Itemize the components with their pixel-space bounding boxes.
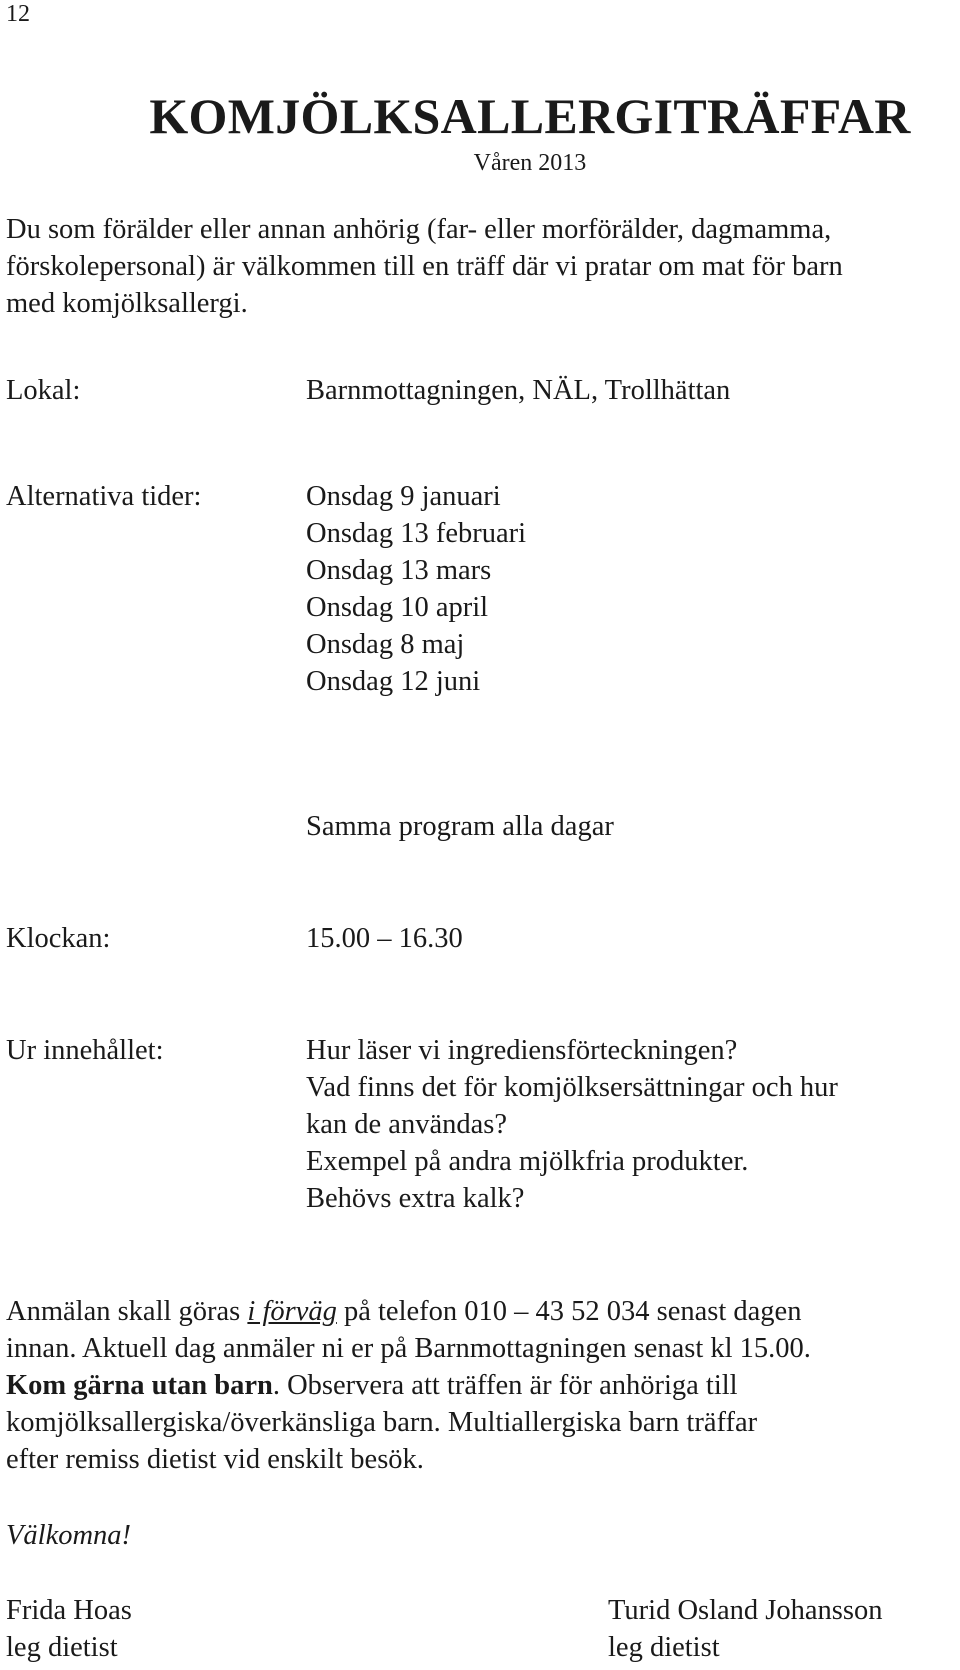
- date-item: Onsdag 8 maj: [306, 629, 465, 660]
- page-subtitle: Våren 2013: [473, 150, 587, 176]
- time-label: Klockan:: [6, 923, 111, 954]
- time-value: 15.00 – 16.30: [306, 923, 463, 954]
- page-number: 12: [6, 1, 30, 27]
- welcome-text: Välkomna!: [6, 1520, 132, 1551]
- intro-paragraph: [6, 211, 936, 322]
- content-line: kan de användas?: [306, 1109, 507, 1140]
- registration-line-4: komjölksallergiska/överkänsliga barn. Multiallergiska barn träffar: [6, 1407, 758, 1438]
- date-item: Onsdag 13 februari: [306, 518, 527, 549]
- registration-line-1: [6, 1293, 811, 1330]
- content-line: Vad finns det för komjölksersättningar och hur: [306, 1072, 838, 1103]
- registration-text: på telefon 010 – 43 52 034 senast dagen: [336, 1296, 802, 1327]
- venue-label: Lokal:: [6, 375, 81, 406]
- content-label: Ur innehållet:: [6, 1035, 164, 1066]
- content-line: Behövs extra kalk?: [306, 1183, 525, 1214]
- signature-role: leg dietist: [6, 1632, 118, 1663]
- date-item: Onsdag 10 april: [306, 592, 489, 623]
- signature-name: Frida Hoas: [6, 1595, 132, 1626]
- no-children-emphasis: Kom gärna utan barn: [6, 1370, 273, 1401]
- intro-line: med komjölksallergi.: [6, 288, 248, 319]
- registration-text: Anmälan skall göras: [6, 1296, 248, 1327]
- dates-label: Alternativa tider:: [6, 481, 202, 512]
- registration-line-5: efter remiss dietist vid enskilt besök.: [6, 1444, 424, 1475]
- date-item: Onsdag 12 juni: [306, 666, 481, 697]
- signature-role: leg dietist: [608, 1632, 720, 1663]
- date-item: Onsdag 13 mars: [306, 555, 492, 586]
- content-list: [306, 1032, 838, 1217]
- signature-left: [6, 1592, 132, 1666]
- registration-line-3: [6, 1367, 811, 1404]
- registration-text: . Observera att träffen är för anhöriga till: [272, 1370, 738, 1401]
- signature-right: [608, 1592, 882, 1666]
- content-line: Hur läser vi ingrediensförteckningen?: [306, 1035, 738, 1066]
- program-note: Samma program alla dagar: [306, 811, 614, 842]
- in-advance-emphasis: i förväg: [247, 1296, 337, 1327]
- dates-list: [306, 478, 526, 700]
- page-title: KOMJÖLKSALLERGITRÄFFAR: [149, 88, 911, 144]
- content-line: Exempel på andra mjölkfria produkter.: [306, 1146, 749, 1177]
- date-item: Onsdag 9 januari: [306, 481, 501, 512]
- registration-paragraph: [6, 1293, 811, 1478]
- signature-name: Turid Osland Johansson: [608, 1595, 883, 1626]
- venue-value: Barnmottagningen, NÄL, Trollhättan: [306, 375, 731, 406]
- intro-line: Du som förälder eller annan anhörig (far- eller morförälder, dagmamma,: [6, 214, 832, 245]
- registration-line-2: innan. Aktuell dag anmäler ni er på Barnmottagningen senast kl 15.00.: [6, 1333, 811, 1364]
- intro-line: förskolepersonal) är välkommen till en träff där vi pratar om mat för barn: [6, 251, 843, 282]
